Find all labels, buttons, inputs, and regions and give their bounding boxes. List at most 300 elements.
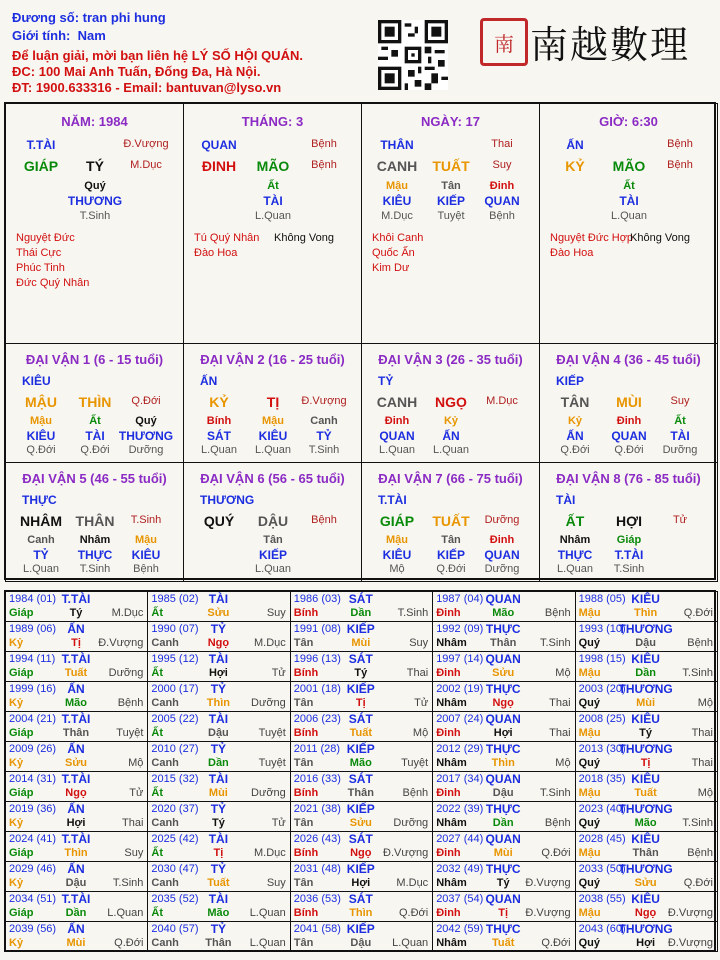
heavenly-stem: KỶ — [565, 158, 585, 174]
year-branch: Mùi — [66, 937, 86, 949]
year-label: 1996 (13) — [293, 653, 341, 665]
year-stage: Đ.Vượng — [667, 937, 713, 949]
year-stage: Bệnh — [544, 817, 571, 829]
year-stem: Quý — [578, 817, 600, 829]
year-branch: Hợi — [351, 877, 371, 889]
earthly-branch: MÃO — [256, 158, 290, 174]
hidden-stage: Q.Đới — [436, 563, 466, 575]
luck-pillar-cell — [361, 462, 540, 582]
year-stem: Kỷ — [9, 697, 24, 709]
year-stem: Ất — [151, 787, 163, 799]
hidden-ten-god: QUAN — [484, 548, 520, 562]
year-ten-god: SÁT — [348, 592, 373, 606]
year-ten-god: TÀI — [208, 652, 229, 666]
year-ten-god: ẤN — [67, 862, 85, 876]
luck-ten-god: KIẾP — [556, 374, 585, 388]
year-label: 1989 (06) — [9, 623, 57, 635]
year-stage: Bệnh — [402, 787, 429, 799]
year-cell — [5, 861, 148, 892]
pillar-cell — [361, 103, 540, 344]
year-ten-god: T.TÀI — [61, 712, 91, 726]
year-ten-god: TỶ — [210, 622, 227, 636]
year-stage: Đ.Vượng — [525, 907, 571, 919]
year-stem: Bính — [293, 667, 319, 679]
year-branch: Tuất — [64, 667, 88, 679]
brand-logo: 南越數理 — [530, 23, 691, 67]
branch-state: Bệnh — [311, 159, 337, 171]
year-ten-god: TỶ — [210, 742, 227, 756]
pillar-title: NĂM: 1984 — [61, 114, 128, 129]
year-stage: Suy — [124, 847, 144, 859]
ten-god-label: T.TÀI — [26, 138, 56, 152]
hidden-ten-god: ẤN — [566, 429, 584, 443]
hidden-ten-god: THƯƠNG — [67, 194, 123, 208]
gender-label: Giới tính: — [12, 28, 71, 43]
hidden-ten-god: SÁT — [207, 429, 231, 443]
year-ten-god: TÀI — [208, 592, 229, 606]
earthly-branch: TUẤT — [432, 158, 470, 174]
ten-god-label: QUAN — [201, 138, 237, 152]
year-stem: Nhâm — [436, 637, 467, 649]
hidden-stem: Tân — [441, 180, 461, 192]
luck-ten-god: T.TÀI — [378, 493, 407, 507]
year-ten-god: TÀI — [208, 772, 229, 786]
year-ten-god: KIÊU — [631, 772, 660, 786]
year-stem: Đinh — [436, 847, 461, 859]
year-stem: Mậu — [578, 787, 601, 799]
year-cell — [5, 591, 148, 622]
year-label: 2003 (20) — [578, 683, 626, 695]
year-stage: Tuyệt — [258, 727, 286, 739]
year-stage: L.Quan — [249, 937, 286, 949]
year-branch: Thân — [632, 847, 659, 859]
hidden-stage: Q.Đới — [80, 444, 110, 456]
year-branch: Mùi — [208, 787, 228, 799]
year-ten-god: KIÊU — [631, 712, 660, 726]
year-ten-god: TỶ — [210, 862, 227, 876]
year-cell — [147, 891, 290, 922]
year-cell — [432, 801, 575, 832]
year-cell — [290, 801, 433, 832]
year-cell — [5, 801, 148, 832]
year-cell — [575, 831, 718, 862]
year-cell — [290, 891, 433, 922]
year-label: 2022 (39) — [436, 803, 484, 815]
year-branch: Mão — [349, 757, 372, 769]
hidden-ten-god: THỰC — [77, 548, 113, 562]
year-stage: Thai — [406, 667, 429, 679]
year-stem: Quý — [578, 877, 600, 889]
year-stem: Mậu — [578, 907, 601, 919]
year-branch: Tị — [640, 757, 651, 769]
luck-ten-god: THƯƠNG — [200, 493, 255, 507]
branch-state: Suy — [492, 159, 512, 171]
luck-stem: QUÝ — [203, 513, 235, 529]
year-stage: Dưỡng — [251, 787, 286, 799]
red-seal-logo: 南 — [480, 18, 528, 66]
year-cell — [432, 621, 575, 652]
year-stage: Suy — [409, 637, 429, 649]
auspicious-star: Nguyệt Đức — [16, 232, 75, 244]
year-cell — [290, 711, 433, 742]
hidden-ten-god: THỰC — [557, 548, 593, 562]
year-stem: Tân — [293, 757, 314, 769]
luck-ten-god: THỰC — [22, 493, 57, 507]
owner-name: tran phi hung — [82, 10, 166, 25]
year-stage: Thai — [549, 727, 571, 739]
year-branch: Tuất — [634, 787, 657, 799]
luck-branch: HỢI — [616, 513, 642, 529]
heavenly-stem: CANH — [376, 158, 418, 174]
year-cell — [575, 801, 718, 832]
year-stage: Tử — [271, 667, 286, 679]
year-stage: Mộ — [555, 757, 571, 769]
year-branch: Tý — [211, 817, 225, 829]
year-branch: Hợi — [636, 937, 656, 949]
year-label: 1997 (14) — [436, 653, 484, 665]
year-stage: Q.Đới — [541, 847, 571, 859]
pillar-cell — [5, 103, 184, 344]
hidden-stage: T.Sinh — [613, 563, 645, 575]
year-stage: Mộ — [412, 727, 429, 739]
year-ten-god: THƯƠNG — [618, 742, 673, 756]
hidden-ten-god: KIÊU — [131, 548, 161, 562]
hidden-stem: Ất — [89, 415, 101, 427]
year-branch: Mùi — [636, 697, 656, 709]
year-cell — [5, 831, 148, 862]
luck-branch: MÙI — [616, 394, 642, 410]
year-stage: L.Quan — [107, 907, 144, 919]
hidden-stage: Q.Đới — [26, 444, 56, 456]
year-label: 2001 (18) — [293, 683, 341, 695]
year-label: 2021 (38) — [293, 803, 341, 815]
hidden-stage: L.Quan — [254, 210, 292, 222]
hidden-ten-god: QUAN — [484, 194, 520, 208]
year-stage: Tử — [129, 787, 144, 799]
hidden-stem: Nhâm — [559, 534, 591, 546]
hidden-stage: L.Quan — [378, 444, 416, 456]
auspicious-star: Đào Hoa — [550, 247, 594, 259]
year-ten-god: THƯƠNG — [618, 622, 673, 636]
year-stage: M.Dục — [111, 607, 144, 619]
address-line: ĐC: 100 Mai Anh Tuấn, Đống Đa, Hà Nội. — [12, 64, 261, 79]
hidden-ten-god: KIẾP — [258, 548, 288, 562]
year-stem: Quý — [578, 637, 600, 649]
year-cell — [575, 591, 718, 622]
luck-branch: TUẤT — [432, 513, 470, 529]
year-branch: Dần — [635, 667, 656, 679]
contact-note: Để luận giải, mời bạn liên hệ LÝ SỐ HỘI QUÁN. — [12, 48, 303, 63]
pillar-cell — [539, 103, 718, 344]
year-ten-god: THỰC — [485, 862, 521, 876]
year-branch: Dậu — [492, 787, 514, 799]
year-stem: Nhâm — [436, 817, 467, 829]
year-ten-god: TỶ — [210, 802, 227, 816]
year-stem: Đinh — [436, 787, 461, 799]
year-stem: Nhâm — [436, 757, 467, 769]
luck-pillar-title: ĐẠI VẬN 2 (16 - 25 tuổi) — [200, 352, 345, 367]
hidden-stem: Ất — [623, 180, 635, 192]
hidden-stage: M.Dục — [381, 210, 413, 222]
auspicious-star: Thái Cực — [16, 247, 62, 259]
year-label: 1992 (09) — [436, 623, 484, 635]
hidden-stem: Tân — [263, 534, 283, 546]
year-stage: T.Sinh — [397, 607, 429, 619]
year-label: 2015 (32) — [151, 773, 199, 785]
year-ten-god: ẤN — [67, 802, 85, 816]
year-branch: Mùi — [351, 637, 371, 649]
year-ten-god: SÁT — [348, 652, 373, 666]
year-stage: M.Dục — [254, 637, 286, 649]
year-cell — [147, 591, 290, 622]
year-stem: Ất — [151, 847, 163, 859]
year-cell — [147, 771, 290, 802]
luck-pillar-title: ĐẠI VẬN 6 (56 - 65 tuổi) — [200, 471, 345, 486]
luck-pillar-title: ĐẠI VẬN 5 (46 - 55 tuổi) — [22, 471, 167, 486]
luck-stem: ẤT — [565, 513, 585, 529]
year-cell — [575, 861, 718, 892]
year-label: 2025 (42) — [151, 833, 199, 845]
year-cell — [432, 681, 575, 712]
year-ten-god: T.TÀI — [61, 832, 91, 846]
year-label: 2023 (40) — [578, 803, 626, 815]
year-label: 2020 (37) — [151, 803, 199, 815]
year-branch: Dần — [65, 907, 87, 919]
year-stage: Q.Đới — [541, 937, 571, 949]
year-stem: Kỷ — [9, 937, 24, 949]
hidden-stem: Đinh — [489, 534, 515, 546]
year-cell — [5, 621, 148, 652]
year-ten-god: T.TÀI — [61, 772, 91, 786]
hidden-stem: Canh — [27, 534, 55, 546]
luck-pillar-cell — [5, 462, 184, 582]
hidden-stage: Bệnh — [489, 210, 515, 222]
hidden-stage: T.Sinh — [79, 563, 111, 575]
luck-pillar-title: ĐẠI VẬN 1 (6 - 15 tuổi) — [25, 352, 164, 367]
year-label: 1995 (12) — [151, 653, 199, 665]
year-cell — [575, 711, 718, 742]
year-branch: Tị — [71, 637, 81, 649]
year-label: 2004 (21) — [9, 713, 57, 725]
year-ten-god: ẤN — [67, 922, 85, 936]
luck-state: Q.Đới — [131, 395, 161, 407]
year-label: 2014 (31) — [9, 773, 57, 785]
year-ten-god: ẤN — [67, 622, 85, 636]
year-ten-god: T.TÀI — [61, 892, 91, 906]
year-stem: Nhâm — [436, 697, 467, 709]
year-cell — [432, 711, 575, 742]
year-label: 1994 (11) — [9, 653, 56, 665]
year-stem: Bính — [293, 727, 319, 739]
year-stage: T.Sinh — [112, 877, 144, 889]
year-branch: Dậu — [65, 877, 87, 889]
year-ten-god: SÁT — [348, 892, 373, 906]
hidden-ten-god: TÀI — [263, 194, 283, 208]
hidden-ten-god: TÀI — [619, 194, 639, 208]
year-ten-god: KIÊU — [631, 892, 660, 906]
hidden-ten-god: T.TÀI — [614, 548, 644, 562]
year-cell — [432, 861, 575, 892]
qr-code — [378, 20, 448, 90]
year-stage: Thai — [121, 817, 144, 829]
year-stem: Mậu — [578, 847, 601, 859]
year-label: 2039 (56) — [9, 923, 57, 935]
hidden-stem: Đinh — [489, 180, 515, 192]
year-branch: Dần — [208, 757, 229, 769]
year-branch: Thìn — [64, 847, 88, 859]
year-stage: Q.Đới — [398, 907, 429, 919]
year-cell — [432, 921, 575, 952]
year-stage: T.Sinh — [540, 637, 571, 649]
luck-state: T.Sinh — [130, 514, 162, 526]
hidden-stem: Mậu — [386, 534, 408, 546]
hidden-ten-god: KIẾP — [436, 548, 466, 562]
year-branch: Tý — [354, 667, 368, 679]
year-label: 2005 (22) — [151, 713, 199, 725]
year-cell — [147, 861, 290, 892]
year-stem: Đinh — [436, 667, 461, 679]
year-ten-god: KIÊU — [631, 652, 660, 666]
year-stage: Bệnh — [117, 697, 144, 709]
year-ten-god: QUAN — [485, 652, 521, 666]
year-ten-god: QUAN — [485, 592, 521, 606]
year-branch: Tuất — [349, 727, 372, 739]
year-ten-god: SÁT — [348, 772, 373, 786]
year-branch: Thân — [62, 727, 90, 739]
year-branch: Dần — [350, 607, 372, 619]
year-cell — [575, 621, 718, 652]
year-branch: Sửu — [64, 757, 88, 769]
luck-state: Suy — [670, 395, 690, 407]
year-branch: Dậu — [635, 637, 656, 649]
year-stem: Đinh — [436, 607, 461, 619]
year-label: 2008 (25) — [578, 713, 626, 725]
auspicious-star: Tú Quý Nhân — [194, 232, 260, 244]
year-stem: Canh — [151, 637, 179, 649]
auspicious-star: Đức Quý Nhân — [16, 277, 90, 289]
year-label: 2029 (46) — [9, 863, 57, 875]
year-ten-god: TỶ — [210, 922, 227, 936]
year-stem: Canh — [151, 817, 179, 829]
hidden-ten-god: KIÊU — [258, 429, 288, 443]
pillar-title: GIỜ: 6:30 — [599, 114, 658, 129]
hidden-stem: Kỷ — [567, 415, 583, 427]
year-cell — [5, 891, 148, 922]
year-label: 2032 (49) — [436, 863, 484, 875]
void-star: Không Vong — [630, 232, 690, 244]
year-stem: Ất — [151, 667, 163, 679]
heavenly-stem: ĐINH — [201, 158, 237, 174]
year-branch: Ngọ — [492, 697, 514, 709]
owner-line — [12, 10, 166, 25]
hidden-stage: Q.Đới — [614, 444, 644, 456]
luck-pillar-title: ĐẠI VẬN 3 (26 - 35 tuổi) — [378, 352, 523, 367]
year-stem: Ất — [151, 727, 163, 739]
hidden-stem: Bính — [206, 415, 232, 427]
hidden-stage: Q.Đới — [560, 444, 590, 456]
year-ten-god: SÁT — [348, 832, 373, 846]
year-ten-god: QUAN — [485, 772, 521, 786]
year-label: 2027 (44) — [436, 833, 484, 845]
year-stage: Mộ — [697, 787, 713, 799]
year-stage: Tuyệt — [401, 757, 429, 769]
hidden-stage: L.Quan — [200, 444, 238, 456]
luck-branch: THÂN — [75, 513, 115, 529]
year-cell — [432, 831, 575, 862]
year-stage: Mộ — [555, 667, 571, 679]
year-branch: Hợi — [66, 817, 86, 829]
year-label: 2011 (28) — [293, 743, 341, 755]
year-cell — [5, 681, 148, 712]
luck-pillar-cell — [183, 343, 362, 463]
luck-stem: GIÁP — [379, 513, 415, 529]
year-label: 1990 (07) — [151, 623, 199, 635]
year-ten-god: KIẾP — [346, 862, 375, 876]
year-branch: Dậu — [350, 937, 372, 949]
year-stage: Tử — [414, 697, 429, 709]
year-label: 2034 (51) — [9, 893, 57, 905]
year-cell — [432, 591, 575, 622]
luck-branch: DẬU — [257, 513, 289, 529]
year-stage: Tử — [271, 817, 286, 829]
year-cell — [290, 771, 433, 802]
hidden-ten-god: ẤN — [442, 429, 460, 443]
year-branch: Hợi — [493, 727, 513, 739]
year-branch: Thìn — [206, 697, 230, 709]
year-branch: Thân — [347, 787, 374, 799]
year-cell — [432, 771, 575, 802]
branch-state: Bệnh — [667, 159, 693, 171]
year-branch: Thìn — [633, 607, 658, 619]
year-stem: Quý — [578, 937, 600, 949]
year-cell — [575, 651, 718, 682]
year-branch: Hợi — [208, 667, 228, 679]
year-cell — [290, 831, 433, 862]
year-cell — [5, 651, 148, 682]
hidden-stage: Dưỡng — [484, 563, 520, 575]
hidden-stage: T.Sinh — [308, 444, 340, 456]
year-ten-god: THỰC — [485, 682, 521, 696]
year-stem: Nhâm — [436, 877, 467, 889]
year-stem: Quý — [578, 697, 600, 709]
year-branch: Tý — [69, 607, 83, 619]
hidden-stem: Mậu — [135, 534, 157, 546]
year-cell — [575, 681, 718, 712]
luck-pillar-cell — [539, 462, 718, 582]
year-cell — [290, 921, 433, 952]
luck-stem: KỶ — [209, 394, 229, 410]
year-ten-god: TÀI — [208, 892, 229, 906]
year-ten-god: KIẾP — [346, 802, 375, 816]
year-stage: Q.Đới — [683, 607, 713, 619]
year-label: 2006 (23) — [293, 713, 341, 725]
hidden-stem: Quý — [84, 180, 106, 192]
year-ten-god: KIẾP — [346, 922, 375, 936]
year-cell — [290, 591, 433, 622]
year-label: 2043 (60) — [578, 923, 626, 935]
hidden-stem: Ất — [674, 415, 686, 427]
year-stem: Giáp — [9, 907, 34, 919]
void-star: Không Vong — [274, 232, 334, 244]
gender-line — [12, 28, 106, 43]
hidden-stem: Đinh — [616, 415, 642, 427]
year-label: 2024 (41) — [9, 833, 57, 845]
year-stem: Giáp — [9, 607, 34, 619]
year-label: 1985 (02) — [151, 593, 199, 605]
hidden-ten-god: KIÊU — [26, 429, 56, 443]
year-branch: Thìn — [349, 907, 373, 919]
year-cell — [147, 831, 290, 862]
